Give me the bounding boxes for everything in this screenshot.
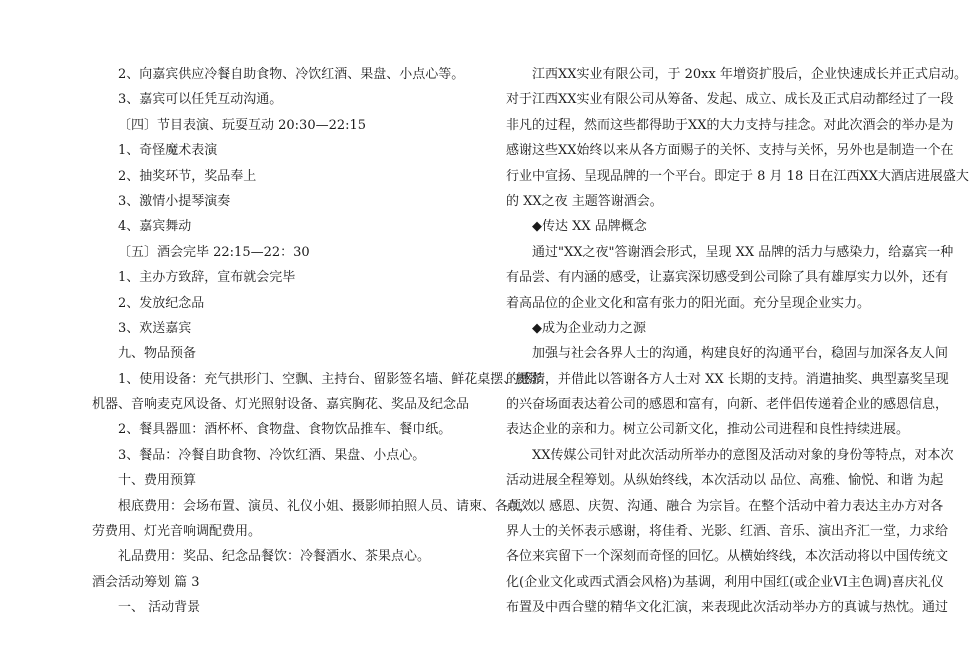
left-column-text-line: 九、物品预备 [118,346,197,362]
right-column-text-line: 有品尝、有内涵的感受，让嘉宾深切感受到公司除了具有雄厚实力以外，还有 [506,270,949,286]
left-column-text-line: 十、费用预算 [118,473,197,489]
right-column-text-line: 的 XX之夜 主题答谢酒会。 [506,193,663,209]
right-column-text-line: 布置及中西合璧的精华文化汇演，来表现此次活动举办方的真诚与热忱。通过 [506,600,949,616]
right-column-text-line: 化(企业文化或西式酒会风格)为基调，利用中国红(或企业VI主色调)喜庆礼仪 [506,574,944,590]
right-column-text-line: 表达企业的亲和力。树立公司新文化，推动公司进程和良性持续进展。 [506,422,910,438]
left-column-text-line: 礼品费用：奖品、纪念品餐饮：冷餐酒水、茶果点心。 [118,549,431,565]
right-column-text-line: 对于江西XX实业有限公司从筹备、发起、成立、成长及正式启动都经过了一段 [506,92,954,108]
right-column-text-line: 的兴奋场面表达着公司的感恩和富有，向新、老伴侣传递着企业的感恩信息， [506,397,949,413]
left-column-text-line: 3、嘉宾可以任凭互动沟通。 [118,92,283,108]
right-column-text-line: ◆成为企业动力之源 [532,320,646,336]
left-column-text-line: 1、奇怪魔术表演 [118,143,218,159]
right-column-text-line: 活动进展全程筹划。从纵始终线，本次活动以 品位、高雅、愉悦、和谐 为起 [506,473,944,489]
left-column-text-line: 3、欢送嘉宾 [118,320,192,336]
left-column-text-line: 根底费用：会场布置、演员、礼仪小姐、摄影师拍照人员、请柬、各项效 [118,498,535,514]
right-column-text-line: ◆传达 XX 品牌概念 [532,219,647,235]
left-column-text-line: 酒会活动筹划 篇 3 [92,574,200,590]
left-column-text-line: 2、发放纪念品 [118,295,205,311]
right-column-text-line: 通过"XX之夜"答谢酒会形式，呈现 XX 品牌的活力与感染力，给嘉宾一种 [532,244,954,260]
right-column-text-line: 江西XX实业有限公司，于 20xx 年增资扩股后，企业快速成长并正式启动。 [532,67,967,82]
left-column-text-line: 2、抽奖环节，奖品奉上 [118,168,257,184]
right-column-text-line: 非凡的过程，然而这些都得助于XX的大力支持与挂念。对此次酒会的举办是为 [506,117,954,133]
left-column-text-line: 机器、音响麦克风设备、灯光照射设备、嘉宾胸花、奖品及纪念品 [92,397,470,413]
left-column-text-line: 劳费用、灯光音响调配费用。 [92,524,262,540]
right-column-text-line: 加强与社会各界人士的沟通，构建良好的沟通平台，稳固与加深各友人间 [532,346,949,362]
left-column [92,62,543,621]
left-column-text-line: 2、向嘉宾供应冷餐自助食物、冷饮红酒、果盘、小点心等。 [118,67,465,82]
left-column-text-line: 3、激情小提琴演奏 [118,193,231,209]
right-column-text-line: 着高品位的企业文化和富有张力的阳光面。充分呈现企业实力。 [506,295,871,311]
left-column-text-line: 1、主办方致辞，宣布就会完毕 [118,270,296,286]
left-column-text-line: 4、嘉宾舞动 [118,219,192,235]
left-column-text-line: 〔五〕酒会完毕 22:15—22：30 [118,244,310,260]
right-column [506,62,969,621]
left-column-text-line: 3、餐品：冷餐自助食物、冷饮红酒、果盘、小点心。 [118,447,426,463]
right-column-text-line: 的感情，并借此以答谢各方人士对 XX 长期的支持。消遣抽奖、典型嘉奖呈现 [506,371,949,387]
right-column-text-line: 感谢这些XX始终以来从各方面赐子的关怀、支持与关怀，另外也是制造一个在 [506,143,954,159]
right-column-text-line: 界人士的关怀表示感谢，将佳肴、光影、红酒、音乐、演出齐汇一堂，力求给 [506,524,949,540]
left-column-text-line: 2、餐具器皿：酒杯杯、食物盘、食物饮品推车、餐巾纸。 [118,422,452,438]
right-column-text-line: XX传媒公司针对此次活动所举办的意图及活动对象的身份等特点，对本次 [532,447,954,463]
left-column-text-line: 一、 活动背景 [118,600,201,616]
right-column-text-line: 点，以 感恩、庆贺、沟通、融合 为宗旨。在整个活动中着力表达主办方对各 [506,498,944,514]
right-column-text-line: 行业中宣扬、呈现品牌的一个平台。即定于 8 月 18 日在江西XX大酒店进展盛大 [506,168,969,184]
right-column-text-line: 各位来宾留下一个深刻而奇怪的回忆。从横始终线，本次活动将以中国传统文 [506,549,949,565]
left-column-text-line: 1、使用设备：充气拱形门、空飘、主持台、留影签名墙、鲜花桌摆、摄影 [118,371,543,387]
left-column-text-line: 〔四〕节目表演、玩耍互动 20:30—22:15 [118,117,367,133]
